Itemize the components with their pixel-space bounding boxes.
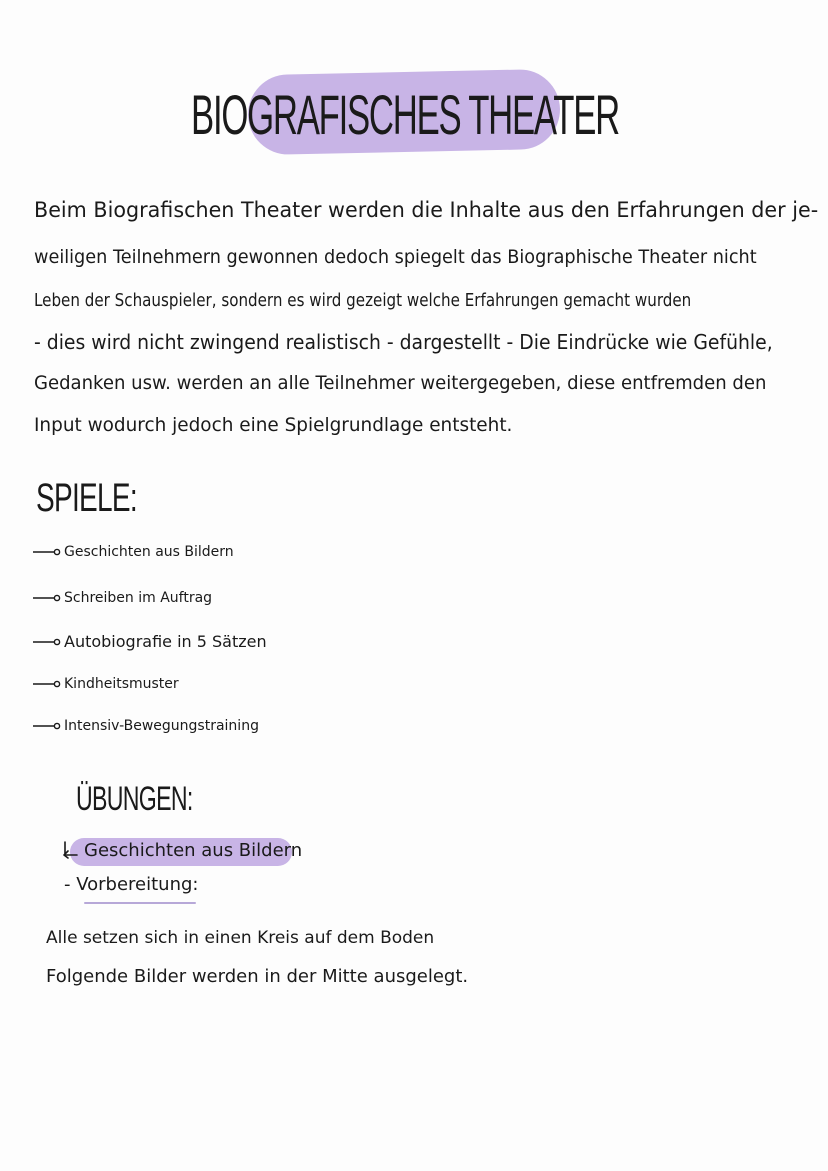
vorbereitung-underline	[84, 902, 196, 904]
list-item-label: Schreiben im Auftrag	[64, 590, 213, 606]
paragraph-line: weiligen Teilnehmern gewonnen dedoch spiegelt das Biographische Theater nicht	[34, 246, 757, 268]
arrow-right-icon	[32, 721, 62, 731]
paragraph-line: Beim Biografischen Theater werden die Inhalte aus den Erfahrungen der je-	[34, 198, 819, 222]
return-arrow-icon	[58, 838, 82, 862]
arrow-right-icon	[32, 637, 62, 647]
arrow-right-icon	[32, 547, 62, 557]
exercise-line: Folgende Bilder werden in der Mitte ausgelegt.	[46, 966, 469, 987]
paragraph-line: Gedanken usw. werden an alle Teilnehmer weitergegeben, diese entfremden den	[34, 372, 767, 394]
paragraph-line: - dies wird nicht zwingend realistisch - dargestellt - Die Eindrücke wie Gefühle,	[34, 330, 773, 354]
arrow-right-icon	[32, 593, 62, 603]
paragraph-line: Leben der Schauspieler, sondern es wird gezeigt welche Erfahrungen gemacht wurden	[34, 290, 692, 311]
paragraph-line: Input wodurch jedoch eine Spielgrundlage entsteht.	[34, 414, 513, 436]
exercise-subtitle	[58, 838, 302, 862]
list-item	[32, 718, 259, 734]
uebungen-heading: ÜBUNGEN:	[76, 780, 193, 818]
list-item	[32, 544, 234, 560]
vorbereitung-label: - Vorbereitung:	[64, 874, 199, 895]
list-item	[32, 590, 212, 606]
list-item-label: Geschichten aus Bildern	[64, 544, 234, 560]
list-item-label: Autobiografie in 5 Sätzen	[64, 632, 267, 651]
spiele-heading: SPIELE:	[36, 476, 137, 520]
list-item	[32, 632, 267, 651]
arrow-right-icon	[32, 679, 62, 689]
list-item-label: Kindheitsmuster	[64, 676, 179, 692]
list-item	[32, 676, 179, 692]
exercise-subtitle-label: Geschichten aus Bildern	[84, 839, 303, 861]
page-title: BIOGRAFISCHES THEATER	[191, 82, 619, 146]
list-item-label: Intensiv-Bewegungstraining	[64, 718, 259, 734]
exercise-line: Alle setzen sich in einen Kreis auf dem Boden	[46, 928, 435, 948]
